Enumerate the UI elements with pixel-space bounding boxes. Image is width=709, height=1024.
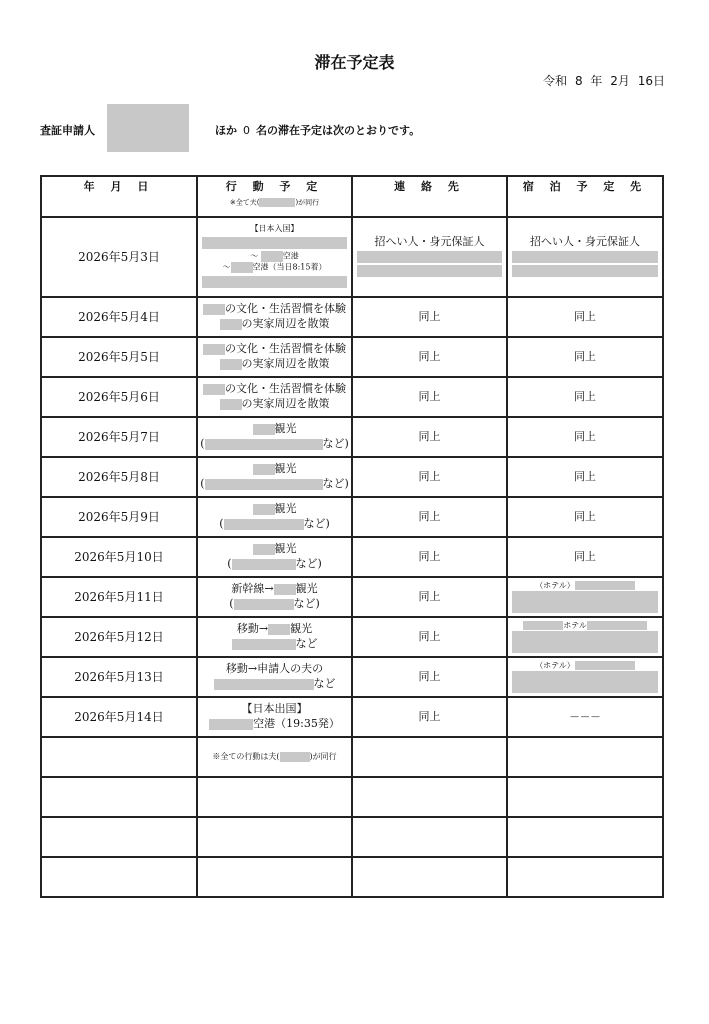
cell [352,817,507,857]
table-row [41,377,663,417]
row-plan [197,617,352,657]
others-prefix: ほか [215,124,237,137]
plan-line [198,502,351,517]
plan-line [198,622,351,637]
row-date: 2026年5月14日 [41,697,197,737]
row-plan [197,297,352,337]
row-contact: 同上 [352,657,507,697]
note-suffix: )が同行 [295,198,320,207]
row-date: 2026年5月5日 [41,337,197,377]
row-contact: 同上 [352,377,507,417]
schedule-table [40,175,664,898]
plan-text: など) [303,517,330,530]
redaction [259,198,295,207]
redaction [232,559,296,570]
redaction [253,504,275,515]
plan-text: の実家周辺を散策 [241,397,330,410]
row-stay: 同上 [507,497,663,537]
row-stay: 同上 [507,537,663,577]
redaction [202,276,347,288]
table-row [41,617,663,657]
row-plan [197,377,352,417]
plan-text: ( [200,477,205,490]
stay-line [508,621,662,632]
header-plan-label: 行 動 予 定 [225,180,324,193]
plan-text: など) [295,557,322,570]
header-plan [197,176,352,217]
row-contact [352,217,507,297]
plan-line [198,717,351,732]
row-date: 2026年5月7日 [41,417,197,457]
redaction [280,752,310,762]
row-contact: 同上 [352,497,507,537]
row-date: 2026年5月12日 [41,617,197,657]
plan-line [198,582,351,597]
plan-text: の実家周辺を散策 [241,357,330,370]
redaction [203,344,225,355]
table-row [41,537,663,577]
applicant-label: 査証申請人 [40,124,95,137]
plan-text: の文化・生活習慣を体験 [225,382,346,396]
table-row [41,417,663,457]
plan-text: ( [229,597,234,610]
table-row [41,297,663,337]
plan-text: ～ [250,251,259,261]
row-contact [352,737,507,777]
plan-line [198,437,351,452]
row-contact: 同上 [352,697,507,737]
redaction [512,591,658,613]
redaction [205,479,323,490]
redaction [261,251,283,262]
redaction [232,639,296,650]
row-date: 2026年5月8日 [41,457,197,497]
plan-text: ( [227,557,232,570]
row-plan [197,697,352,737]
redaction [253,464,275,475]
redaction [512,251,658,263]
redaction [512,671,658,693]
date-era: 令和 [543,74,568,88]
row-contact: 同上 [352,457,507,497]
row-contact: 同上 [352,577,507,617]
plan-line [198,382,351,397]
plan-text: 観光 [274,462,297,476]
stay-text: ホテル [563,620,587,630]
redaction [357,251,502,263]
plan-text: の文化・生活習慣を体験 [225,342,346,356]
stay-text: （ホテル） [535,660,575,670]
empty-row [41,857,663,897]
plan-text: 観光 [274,422,297,436]
date-year: 8 [574,74,583,88]
document-date [539,72,665,89]
row-plan [197,457,352,497]
row-plan [197,337,352,377]
page-title: 滞在予定表 [314,53,395,72]
row-plan [197,217,352,297]
row-date: 2026年5月4日 [41,297,197,337]
others-suffix: 名の滞在予定は次のとおりです。 [256,124,421,137]
cell [507,817,663,857]
cell [41,777,197,817]
plan-line [198,462,351,477]
date-day: 16日 [637,74,665,88]
table-row [41,697,663,737]
others-count: 0 [243,124,250,137]
empty-row [41,817,663,857]
stay-text: （ホテル） [535,580,575,590]
note-prefix: ※全ての行動は夫( [212,751,280,761]
redaction [357,265,502,277]
redaction [203,304,225,315]
plan-text: の文化・生活習慣を体験 [225,302,346,316]
header-stay: 宿 泊 予 定 先 [507,176,663,217]
header-contact: 連 絡 先 [352,176,507,217]
plan-line: 移動→申請人の夫の [225,662,324,676]
plan-line [198,597,351,612]
table-row [41,657,663,697]
plan-line [198,251,351,262]
redaction [231,262,253,273]
plan-line [198,637,351,652]
redacted-applicant-name [107,104,189,152]
redaction [220,319,242,330]
table-row [41,457,663,497]
row-date: 2026年5月13日 [41,657,197,697]
row-stay: 同上 [507,297,663,337]
cell [352,777,507,817]
redaction [214,679,314,690]
header-date: 年 月 日 [41,176,197,217]
row-stay [507,657,663,697]
row-contact: 同上 [352,337,507,377]
redaction [220,359,242,370]
redaction [253,544,275,555]
plan-text: など) [293,597,320,610]
redaction [220,399,242,410]
cell [41,857,197,897]
redaction [209,719,253,730]
plan-text: 空港（当日8:15着） [252,262,327,272]
plan-line [198,542,351,557]
plan-line: 【日本出国】 [241,702,308,716]
cell [197,857,352,897]
plan-text: 新幹線→ [231,582,274,596]
row-stay: ― ― ― [507,697,663,737]
row-plan [197,577,352,617]
plan-text: 空港 [282,251,299,261]
row-stay [507,617,663,657]
stay-line [508,661,662,672]
redaction [512,265,658,277]
row-date: 2026年5月6日 [41,377,197,417]
table-row [41,737,663,777]
redaction [523,621,563,630]
plan-line [198,302,351,317]
row-plan [197,417,352,457]
redaction [512,631,658,653]
row-plan [197,657,352,697]
redaction [202,237,347,249]
applicant-line [40,104,660,152]
redaction [575,661,635,670]
cell [507,857,663,897]
note-suffix: )が同行 [309,751,337,761]
plan-text: 移動→ [236,622,269,636]
row-stay [507,737,663,777]
redaction [274,584,296,595]
plan-line [198,557,351,572]
redaction [575,581,635,590]
date-year-unit: 年 [590,74,603,88]
plan-text: 観光 [274,502,297,516]
row-contact: 同上 [352,417,507,457]
plan-line [198,677,351,692]
others-text [215,122,420,138]
row-date: 2026年5月3日 [41,217,197,297]
cell [507,777,663,817]
row-contact: 同上 [352,617,507,657]
redaction [587,621,647,630]
row-date [41,737,197,777]
date-month: 2月 [610,74,630,88]
plan-text: など) [322,437,349,450]
header-note [198,198,351,208]
plan-text: など [313,677,336,690]
redaction [234,599,294,610]
plan-text: など) [322,477,349,490]
plan-text: ( [219,517,224,530]
plan-text: など [295,637,318,650]
note-prefix: ※全て夫( [229,198,260,207]
stay-line [508,581,662,592]
stay-text: 招へい人・身元保証人 [530,234,640,248]
row-date: 2026年5月10日 [41,537,197,577]
contact-text: 招へい人・身元保証人 [374,234,485,248]
footer-note [197,737,352,777]
empty-row [41,777,663,817]
row-stay [507,577,663,617]
cell [197,817,352,857]
cell [197,777,352,817]
plan-text: 観光 [290,622,313,636]
redaction [205,439,323,450]
plan-line [198,477,351,492]
plan-line [198,422,351,437]
redaction [203,384,225,395]
row-date: 2026年5月9日 [41,497,197,537]
cell [352,857,507,897]
plan-line [198,357,351,372]
row-date: 2026年5月11日 [41,577,197,617]
table-row [41,337,663,377]
row-stay [507,217,663,297]
plan-line: 【日本入国】 [250,224,299,234]
row-plan [197,537,352,577]
plan-line [198,397,351,412]
cell [41,817,197,857]
plan-text: 観光 [274,542,297,556]
table-row [41,217,663,297]
plan-line [198,262,351,273]
plan-text: ～ [222,262,231,272]
table-header-row [41,176,663,217]
plan-text: 空港（19:35発） [253,717,340,730]
table-row [41,577,663,617]
row-stay: 同上 [507,417,663,457]
plan-line [198,317,351,332]
plan-text: 観光 [295,582,318,596]
plan-text: ( [200,437,205,450]
row-stay: 同上 [507,377,663,417]
plan-text: の実家周辺を散策 [241,317,330,330]
redaction [268,624,290,635]
redaction [253,424,275,435]
plan-line [198,342,351,357]
row-stay: 同上 [507,457,663,497]
row-contact: 同上 [352,537,507,577]
plan-line [198,517,351,532]
row-plan [197,497,352,537]
table-row [41,497,663,537]
redaction [224,519,304,530]
row-stay: 同上 [507,337,663,377]
row-contact: 同上 [352,297,507,337]
